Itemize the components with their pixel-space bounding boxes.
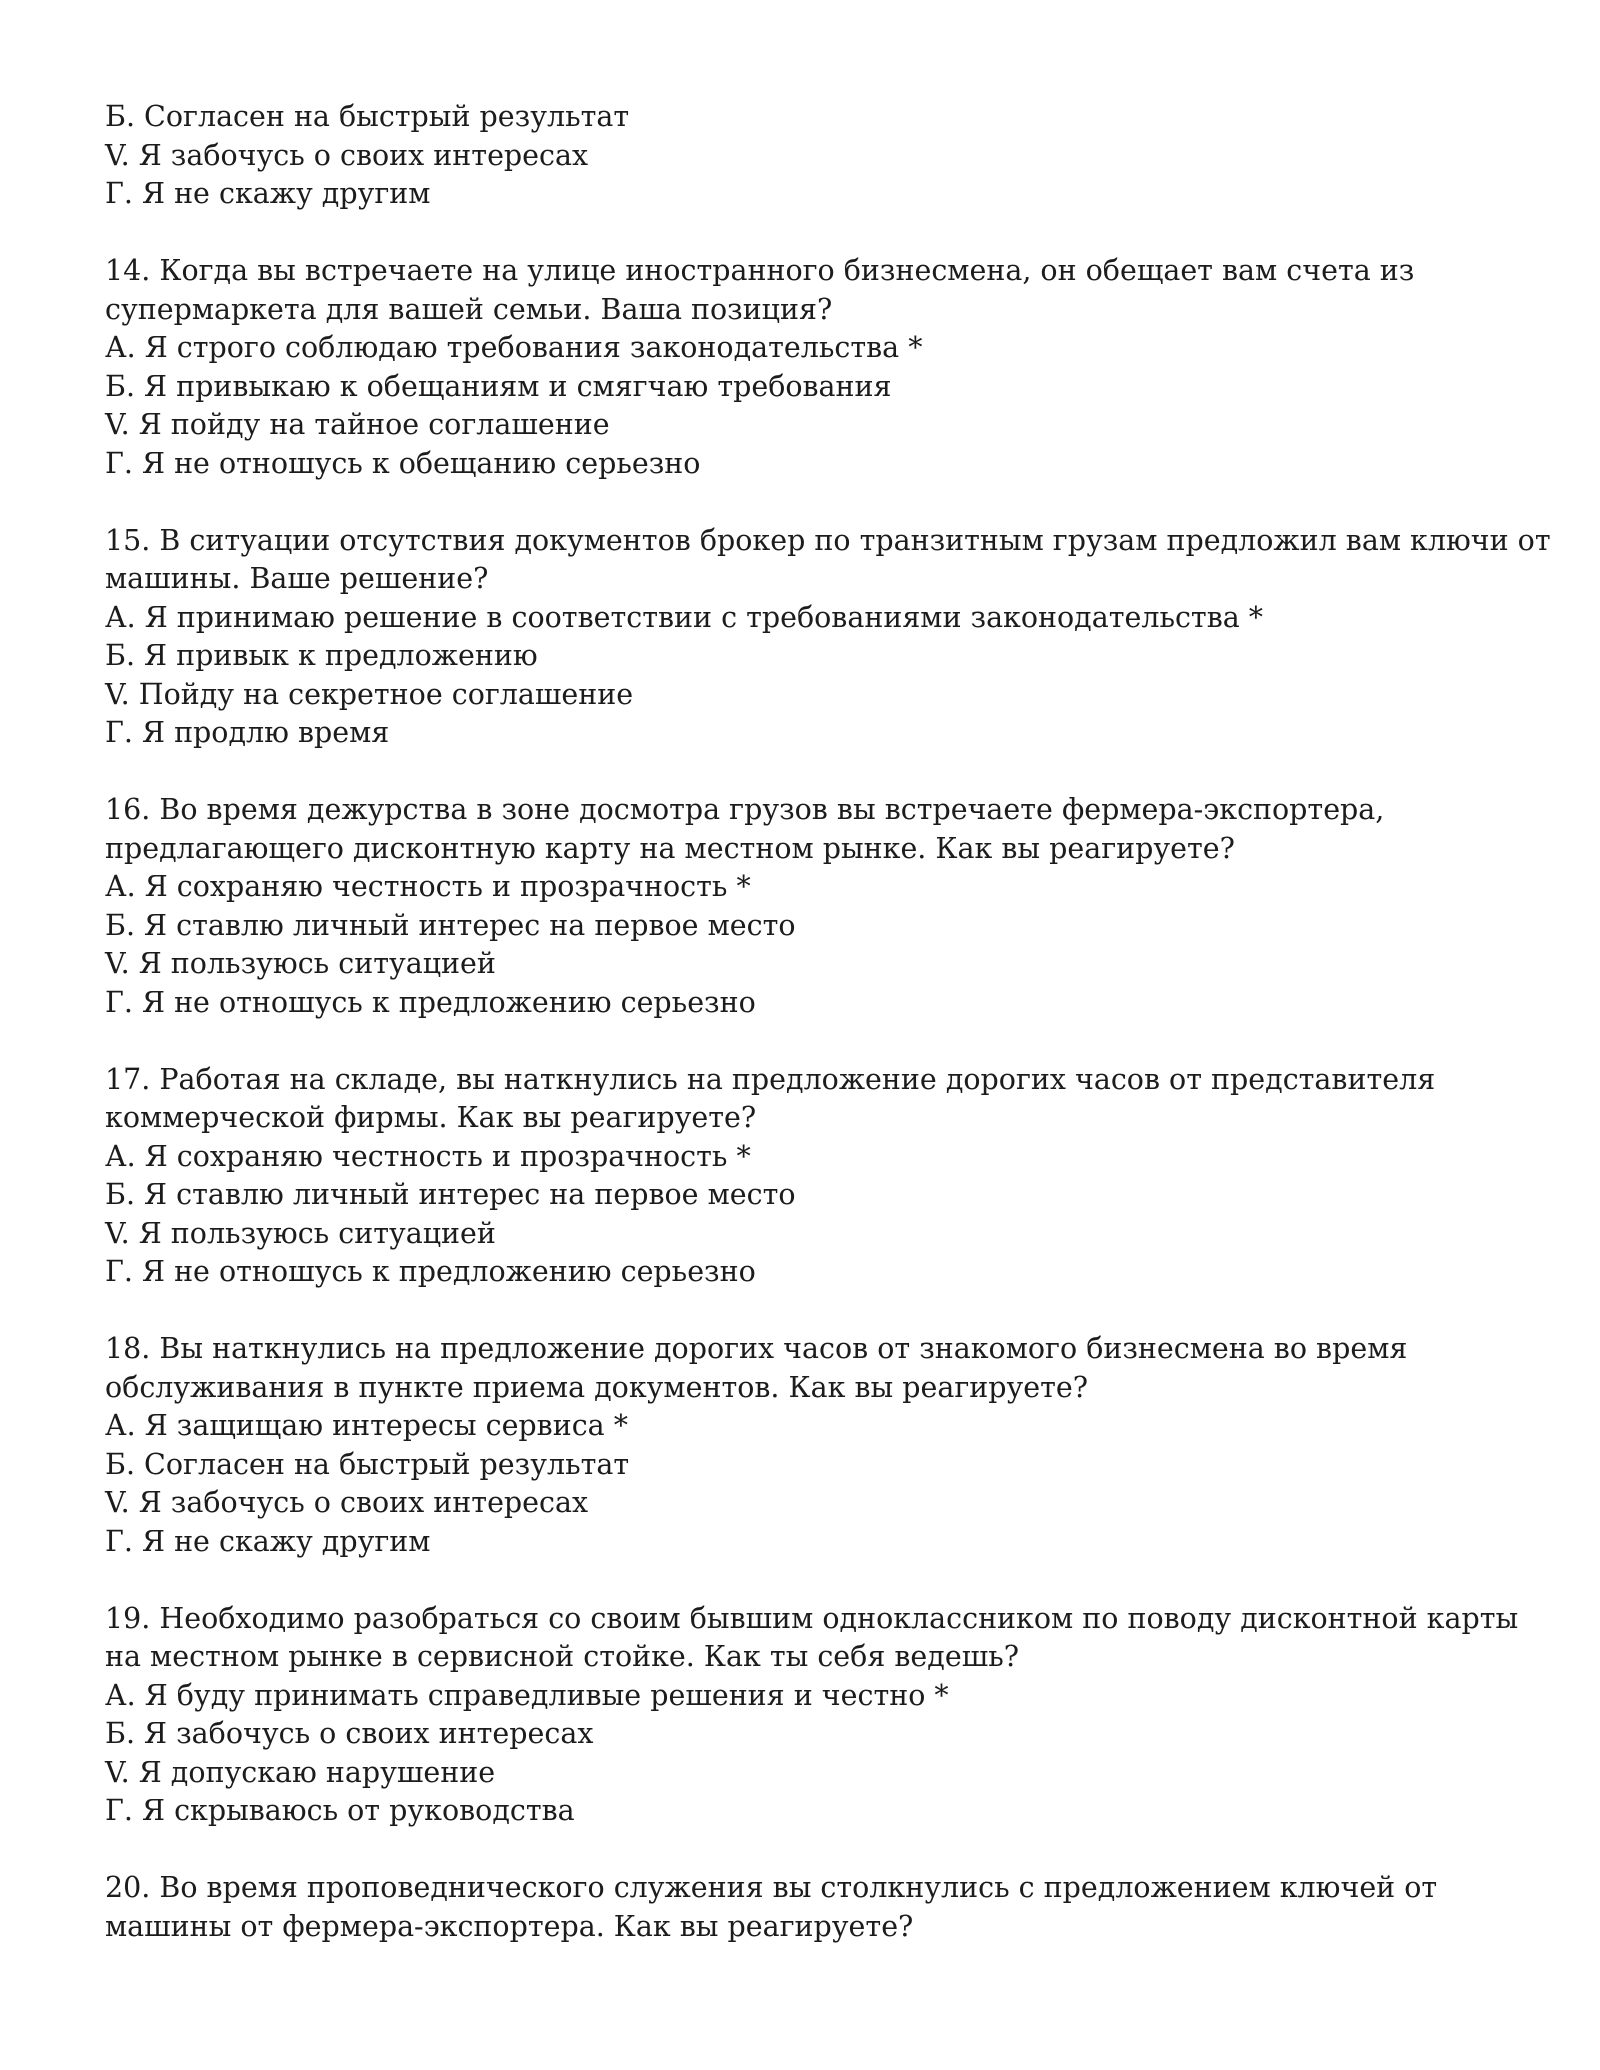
option-line: Б. Я ставлю личный интерес на первое место (105, 1178, 796, 1211)
question-text: 14. Когда вы встречаете на улице иностранного бизнесмена, он обещает вам счета из (105, 254, 1415, 287)
option-line: Г. Я не отношусь к предложению серьезно (105, 985, 756, 1019)
option-line: V. Я забочусь о своих интересах (105, 1486, 589, 1519)
option-line: Б. Я ставлю личный интерес на первое место (105, 908, 796, 942)
spacer (105, 1831, 1525, 1870)
option-line: А. Я сохраняю честность и прозрачность * (105, 1139, 751, 1173)
option-line: Г. Я не отношусь к обещанию серьезно (105, 446, 701, 480)
option-line: V. Я пользуюсь ситуацией (105, 1216, 496, 1250)
question-text: коммерческой фирмы. Как вы реагируете? (105, 1101, 757, 1134)
question-text: предлагающего дисконтную карту на местном рынке. Как вы реагируете? (105, 831, 1235, 865)
option-line: Г. Я не скажу другим (105, 177, 431, 210)
question-15 (105, 522, 1551, 753)
option-line: Г. Я продлю время (105, 716, 390, 749)
question-14 (105, 252, 1525, 483)
option-line: Б. Я привык к предложению (105, 639, 538, 672)
option-line: Б. Я привыкаю к обещаниям и смягчаю требования (105, 369, 892, 403)
spacer (105, 753, 1525, 792)
option-line: А. Я принимаю решение в соответствии с требованиями законодательства * (105, 600, 1264, 634)
question-text: машины. Ваше решение? (105, 562, 489, 595)
question-text: 20. Во время проповеднического служения вы столкнулись с предложением ключей от (105, 1871, 1438, 1904)
intro-options (105, 98, 1525, 214)
option-line: Г. Я не отношусь к предложению серьезно (105, 1255, 756, 1288)
spacer (105, 483, 1525, 522)
spacer (105, 214, 1525, 253)
option-line: V. Я забочусь о своих интересах (105, 138, 589, 172)
question-16 (105, 791, 1525, 1022)
question-text: обслуживания в пункте приема документов. Как вы реагируете? (105, 1370, 1089, 1404)
option-line: Б. Я забочусь о своих интересах (105, 1717, 594, 1750)
option-line: Б. Согласен на быстрый результат (105, 100, 630, 133)
option-line: V. Я пользуюсь ситуацией (105, 947, 496, 980)
option-line: Г. Я скрываюсь от руководства (105, 1794, 575, 1827)
question-text: 18. Вы наткнулись на предложение дорогих часов от знакомого бизнесмена во время (105, 1332, 1408, 1365)
option-line: Б. Согласен на быстрый результат (105, 1447, 630, 1481)
question-text: 19. Необходимо разобраться со своим бывшим одноклассником по поводу дисконтной карты (105, 1601, 1519, 1635)
question-17 (105, 1061, 1525, 1292)
question-text: 17. Работая на складе, вы наткнулись на предложение дорогих часов от представителя (105, 1062, 1436, 1096)
question-18 (105, 1330, 1525, 1561)
question-19 (105, 1600, 1525, 1831)
spacer (105, 1022, 1525, 1061)
question-20 (105, 1869, 1525, 1946)
spacer (105, 1292, 1525, 1331)
question-text: машины от фермера-экспортера. Как вы реагируете? (105, 1909, 914, 1943)
document-page (105, 98, 1551, 1946)
option-line: Г. Я не скажу другим (105, 1524, 431, 1558)
option-line: А. Я строго соблюдаю требования законодательства * (105, 331, 923, 364)
question-text: 16. Во время дежурства в зоне досмотра грузов вы встречаете фермера-экспортера, (105, 793, 1385, 826)
option-line: А. Я буду принимать справедливые решения и честно * (105, 1678, 949, 1712)
option-line: V. Я допускаю нарушение (105, 1755, 496, 1789)
question-text: на местном рынке в сервисной стойке. Как ты себя ведешь? (105, 1640, 1019, 1673)
question-text: супермаркета для вашей семьи. Ваша позиция? (105, 292, 833, 326)
question-text: 15. В ситуации отсутствия документов брокер по транзитным грузам предложил вам ключи от (105, 523, 1551, 557)
option-line: А. Я защищаю интересы сервиса * (105, 1409, 628, 1442)
spacer (105, 1561, 1525, 1600)
option-line: А. Я сохраняю честность и прозрачность * (105, 870, 751, 903)
option-line: V. Я пойду на тайное соглашение (105, 408, 610, 441)
option-line: V. Пойду на секретное соглашение (105, 677, 634, 711)
